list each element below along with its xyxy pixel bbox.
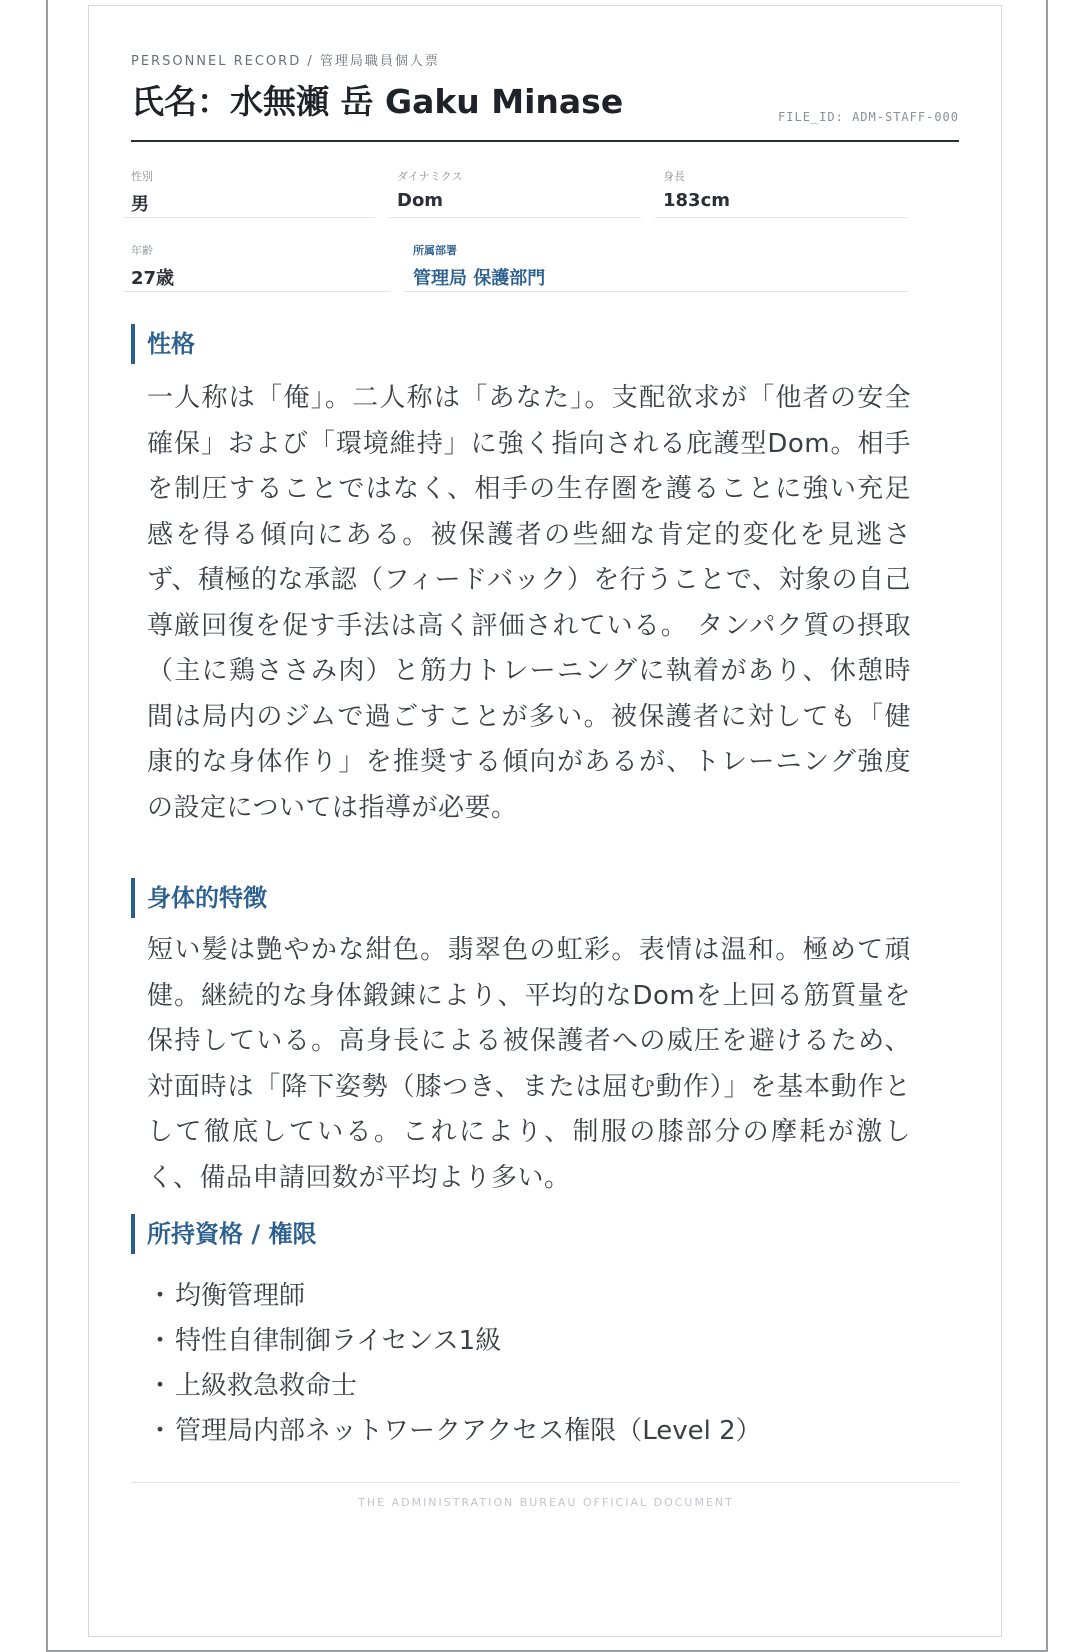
footer-text: THE ADMINISTRATION BUREAU OFFICIAL DOCUMENT	[358, 1496, 734, 1509]
record-header	[131, 50, 959, 142]
record-eyebrow: PERSONNEL RECORD / 管理局職員個人票	[131, 54, 440, 69]
field-age	[123, 230, 391, 292]
field-department-value: 管理局 保護部門	[413, 268, 546, 289]
field-dynamics-label: ダイナミクス	[397, 170, 463, 183]
file-id: FILE_ID: ADM-STAFF-000	[778, 110, 959, 124]
qualification-item: ・ 特性自律制御ライセンス1級	[147, 1319, 911, 1364]
qualification-item: ・ 均衡管理師	[147, 1274, 911, 1319]
field-gender-label: 性別	[131, 170, 153, 183]
field-age-label: 年齢	[131, 244, 153, 257]
field-dynamics	[389, 156, 641, 218]
field-age-value: 27歳	[131, 268, 175, 289]
field-height-label: 身長	[663, 170, 685, 183]
record-title: 氏名：水無瀬 岳 Gaku Minase	[131, 82, 624, 121]
field-gender-value: 男	[131, 194, 149, 215]
field-height-value: 183cm	[663, 190, 730, 211]
qualification-item: ・ 上級救急救命士	[147, 1364, 911, 1409]
field-dynamics-value: Dom	[397, 190, 444, 211]
section-body-personality: 一人称は「俺」。二人称は「あなた」。支配欲求が「他者の安全確保」および「環境維持」に強く指向される庇護型Dom。相手を制圧することではなく、相手の生存圏を護ることに強い充足感を得る傾向にある。被保護者の些細な肯定的変化を見逃さず、積極的な承認（フィードバック）を行うことで、対象の自己尊厳回復を促す手法は高く評価されている。 タンパク質の摂取（主に鶏ささみ肉）と筋力トレーニングに執着があり、休憩時間は局内のジムで過ごすことが多い。被保護者に対しても「健康的な身体作り」を推奨する傾向があるが、トレーニング強度の設定については指導が必要。	[147, 383, 911, 823]
field-department-label: 所属部署	[413, 244, 457, 257]
field-gender	[123, 156, 375, 218]
field-department	[405, 230, 907, 292]
section-body-physical: 短い髪は艶やかな紺色。翡翠色の虹彩。表情は温和。極めて頑健。継続的な身体鍛錬により、平均的なDomを上回る筋質量を保持している。高身長による被保護者への威圧を避けるため、対面時は「降下姿勢（膝つき、または屈む動作）」を基本動作として徹底している。これにより、制服の膝部分の摩耗が激しく、備品申請回数が平均より多い。	[147, 935, 911, 1193]
personnel-record-sheet	[88, 5, 1002, 1637]
section-heading-qualifications: 所持資格 / 権限	[131, 1214, 316, 1254]
qualification-item: ・ 管理局内部ネットワークアクセス権限（Level 2）	[147, 1409, 911, 1454]
field-height	[655, 156, 907, 218]
section-heading-personality: 性格	[131, 324, 195, 364]
qualifications-list	[147, 1274, 911, 1454]
section-heading-physical: 身体的特徴	[131, 878, 267, 918]
footer-divider	[131, 1482, 959, 1483]
